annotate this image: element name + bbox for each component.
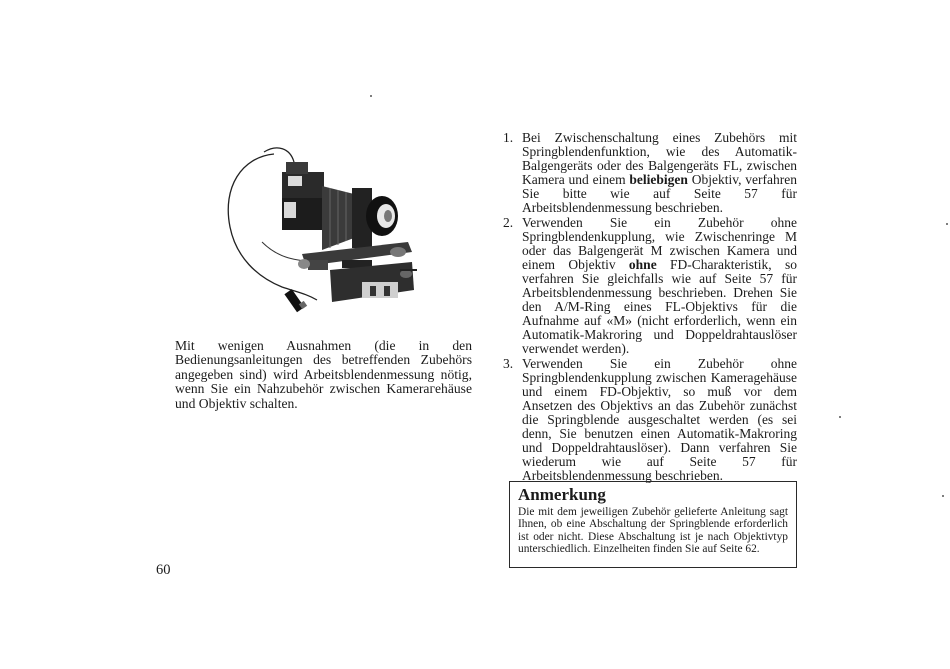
text-segment: FD-Charakteristik, so verfahren Sie gleichfalls wie auf Seite 57 für Arbeitsblendenmessung beschrieben. Drehen Sie den A/M-Ring eines FL-Objektivs für die Aufnahme auf «M» (nicht erforderlich, wenn ein Automatik-Makroring und Doppeldrahtauslöser verwendet werden). [522, 256, 797, 357]
illustration-caption: Mit wenigen Ausnahmen (die in den Bedienungsanleitungen des betreffenden Zubehörs angegeben sind) wird Arbeitsblendenmessung nötig, wenn Sie ein Nahzubehör zwischen Kamerагehäuse und Objektiv schalten. [175, 338, 472, 411]
text-segment: Verwenden Sie ein Zubehör ohne Springblendenkupplung, wie Zwischenringe M oder das Balgengerät M zwischen Kamera und einem Objektiv [522, 214, 797, 272]
note-title: Anmerkung [518, 485, 606, 504]
list-item-number: 3. [503, 355, 514, 371]
note-body: Die mit dem jeweiligen Zubehör gelieferte Anleitung sagt Ihnen, ob eine Abschaltung der Springblende erforderlich ist oder nicht. Diese Abschaltung ist je nach Objektivtyp unterschiedlich. Einzelheiten finden Sie auf Seite 62. [518, 506, 788, 555]
scan-speck [942, 495, 944, 497]
list-item [503, 131, 797, 216]
emphasis: beliebigen [629, 172, 688, 188]
note-box [509, 481, 797, 568]
emphasis: ohne [628, 256, 657, 272]
page-number: 60 [156, 562, 171, 578]
text-segment: Verwenden Sie ein Zubehör ohne Springblendenkupplung zwischen Kameragehäuse und einem FD-Objektiv, so muß vor dem Ansetzen des Objektivs an das Zubehör zunächst die Springblende ausgeschaltet werden (es sei denn, Sie benutzen einen Automatik-Makroring und Doppeldrahtauslöser). Dann verfahren Sie wiederum wie auf Seite 57 für Arbeitsblendenmessung beschrieben. [522, 355, 797, 484]
list-item-number: 2. [503, 214, 514, 230]
scan-speck [946, 223, 948, 225]
scan-speck [370, 95, 372, 97]
camera-bellows-illustration [222, 142, 422, 327]
list-item-number: 1. [503, 130, 514, 145]
text-segment: Objektiv, verfahren Sie bitte wie auf Seite 57 für Arbeitsblendenmessung beschrieben. [522, 172, 797, 216]
list-item-text [522, 216, 797, 357]
list-item-text [522, 131, 797, 216]
list-item-text [522, 357, 797, 484]
list-item [503, 216, 797, 357]
instruction-list [503, 131, 797, 483]
scan-speck [839, 416, 841, 418]
list-item [503, 357, 797, 484]
text-segment: Bei Zwischenschaltung eines Zubehörs mit Springblendenfunktion, wie des Automatik-Balgengeräts oder des Balgengeräts FL, zwischen Kamera und einem [522, 130, 797, 188]
